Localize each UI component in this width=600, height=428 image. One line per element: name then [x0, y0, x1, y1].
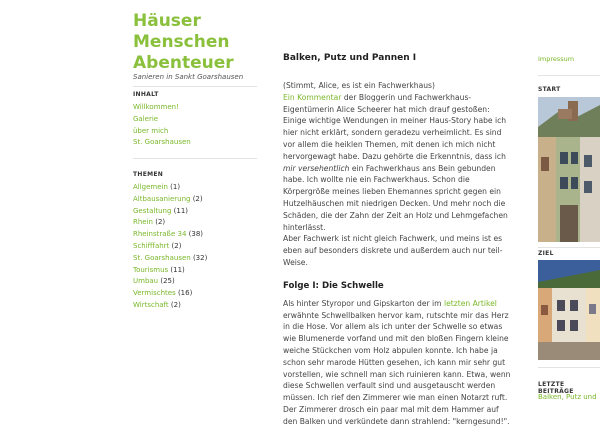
site-title[interactable] [133, 11, 263, 74]
category-link-gestaltung[interactable]: Gestaltung [133, 206, 172, 215]
site-title-line-3[interactable]: Abenteuer [133, 53, 234, 73]
post-intro-line: (Stimmt, Alice, es ist ein Fachwerkhaus) [283, 81, 435, 90]
category-link-rhein[interactable]: Rhein [133, 218, 153, 227]
sidebar-divider [133, 86, 257, 87]
category-count: (25) [160, 277, 175, 286]
category-link-wirtschaft[interactable]: Wirtschaft [133, 300, 169, 309]
category-count: (2) [171, 241, 182, 250]
post-italic-text: mir versehentlich [283, 163, 350, 173]
category-link-umbau[interactable]: Umbau [133, 277, 159, 286]
category-link-allgemein[interactable]: Allgemein [133, 183, 168, 191]
post-text: ein Fachwerkhaus ans Bein gebunden habe. Ich wollte nie ein Fachwerkhaus. Schon die Körpergröße meines lieben Ehemannes spricht gegen ein Hutzelhäuschen mit niedrigen Decken. Und mehr noch die Schäden, die der Zahn der Zeit an Holz und Lehmgefachen hinterlässt. [283, 163, 508, 232]
category-count: (32) [192, 253, 208, 262]
site-tagline: Sanieren in Sankt Goarshausen [133, 73, 244, 81]
site-title-line-1[interactable]: Häuser [133, 11, 201, 31]
comment-link[interactable]: Ein Kommentar [283, 92, 342, 102]
sidebar-item-ueber-mich[interactable]: über mich [133, 126, 169, 135]
category-count: (16) [177, 289, 193, 298]
sidebar-inhalt-list [133, 102, 191, 149]
ziel-image[interactable] [538, 260, 600, 360]
letzte-beitraege-heading: LETZTE BEITRÄGE [538, 381, 574, 395]
category-count: (2) [155, 218, 166, 227]
list-item [133, 288, 207, 300]
sidebar-themen-heading: THEMEN [133, 171, 164, 178]
post-text: erwähnte Schwellbalken hervor kam, rutschte mir das Herz in die Hose. Vor allem als ich unter der Schwelle so etwas wie Blumenerde vorfand und mit den bloßen Fingern kleine weiche Stückchen vom Holz abpulen konnte. Ich habe ja schon sehr marode Hütten gesehen, ich kann mir sehr gut vorstellen, wie schnell man sich ruinieren kann. Etwa, wenn diese Schwellen verfault sind und ausgetauscht werden müssen. Ich rief den Zimmerer wie man einen Notarzt ruft. Der Zimmerer drosch ein paar mal mit dem Hammer auf den Balken und verkündete dann strahlend: "kerngesund!". [283, 310, 511, 426]
category-link-vermischtes[interactable]: Vermischtes [133, 289, 176, 298]
post-subheading: Folge I: Die Schwelle [283, 280, 384, 291]
category-count: (11) [170, 265, 185, 274]
post-content [283, 52, 515, 428]
category-link-tourismus[interactable]: Tourismus [133, 265, 169, 274]
house-photo-image [538, 97, 600, 242]
sidebar-item-st-goarshausen[interactable]: St. Goarshausen [133, 138, 191, 147]
sidebar-themen-list [133, 182, 207, 312]
start-heading: START [538, 86, 561, 93]
category-count: (2) [192, 194, 203, 203]
list-item [133, 265, 207, 277]
category-count: (2) [170, 300, 181, 309]
list-item [133, 253, 207, 265]
post-paragraph-2 [283, 298, 515, 428]
ziel-heading: ZIEL [538, 250, 554, 257]
category-link-st-goarshausen[interactable]: St. Goarshausen [133, 253, 191, 262]
category-count: (11) [173, 206, 189, 215]
right-divider [538, 247, 600, 248]
sidebar-item-galerie[interactable]: Galerie [133, 114, 159, 123]
post-text: Aber Fachwerk ist nicht gleich Fachwerk, und meins ist es eben auf besonders diskrete und außerdem auch nur teil-Weise. [283, 234, 503, 267]
post-paragraph-1 [283, 80, 515, 269]
post-text: Als hinter Styropor und Gipskarton der im [283, 298, 444, 308]
list-item [133, 276, 207, 288]
right-divider [538, 75, 600, 76]
start-image[interactable] [538, 97, 600, 242]
list-item [133, 229, 207, 241]
category-link-altbausanierung[interactable]: Altbausanierung [133, 194, 191, 203]
category-link-rheinstrasse-34[interactable]: Rheinstraße 34 [133, 230, 187, 239]
list-item [133, 217, 207, 229]
house-target-image [538, 260, 600, 360]
sidebar-divider [133, 158, 257, 159]
list-item [133, 241, 207, 253]
sidebar-item-willkommen[interactable]: Willkommen! [133, 103, 179, 111]
last-article-link[interactable]: letzten Artikel [443, 298, 497, 308]
category-count: (1) [170, 183, 181, 191]
list-item [133, 300, 207, 312]
post-text: der Bloggerin und Fachwerkhaus-Eigentümerin Alice Scheerer hat mich drauf gestoßen: Einige wichtige Wendungen in meiner Haus-Story habe ich hier nicht erklärt, sondern geradezu verheimlicht. Es sind vor allem die heiklen Themen, mit denen ich mich nicht hervorgewagt habe. Dazu gehörte die Erkenntnis, dass ich [283, 92, 507, 161]
impressum-link[interactable]: Impressum [538, 55, 575, 63]
recent-post-link[interactable]: Balken, Putz und [538, 393, 597, 401]
site-title-line-2[interactable]: Menschen [133, 32, 230, 52]
category-link-schifffahrt[interactable]: Schifffahrt [133, 241, 170, 250]
list-item [133, 194, 207, 206]
right-divider [538, 367, 600, 368]
category-count: (38) [188, 230, 204, 239]
post-title[interactable]: Balken, Putz und Pannen I [283, 53, 417, 63]
sidebar-inhalt-heading: INHALT [133, 91, 159, 98]
list-item [133, 182, 207, 194]
list-item [133, 206, 207, 218]
